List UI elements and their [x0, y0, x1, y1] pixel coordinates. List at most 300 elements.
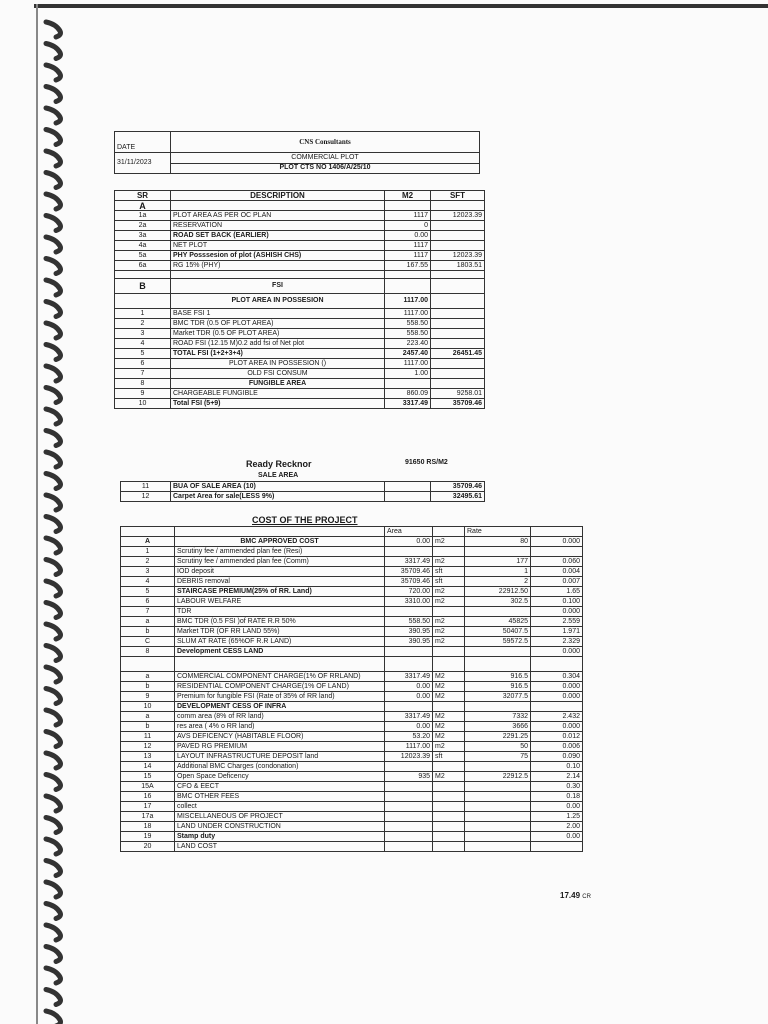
desc-cell: LAND COST — [175, 842, 385, 852]
spiral-ring — [46, 44, 61, 59]
sft-cell: 26451.45 — [431, 349, 485, 359]
cost-row — [121, 587, 583, 597]
cost-row — [121, 577, 583, 587]
sft-cell: 9258.01 — [431, 389, 485, 399]
desc-cell: BMC TDR (0.5 FSI )of RATE R.R 50% — [175, 617, 385, 627]
area-cell: 0.00 — [385, 692, 433, 702]
total-cell: 2.432 — [531, 712, 583, 722]
unit-cell — [433, 842, 465, 852]
total-cell: 1.971 — [531, 627, 583, 637]
sr-cell: 6 — [115, 359, 171, 369]
section-subtitle: PLOT AREA IN POSSESION — [171, 294, 385, 309]
rate-cell: 2 — [465, 577, 531, 587]
area-cell: 3317.49 — [385, 557, 433, 567]
rate-cell — [465, 832, 531, 842]
unit-cell — [433, 762, 465, 772]
empty-cell — [115, 271, 171, 279]
table-row — [115, 359, 485, 369]
sr-cell: b — [121, 682, 175, 692]
plot-cts: PLOT CTS NO 1406/A/25/10 — [171, 163, 480, 174]
section-b-subtitle-row — [115, 294, 485, 309]
m2-cell: 223.40 — [385, 339, 431, 349]
unit-cell: m2 — [433, 597, 465, 607]
empty-cell — [115, 294, 171, 309]
sr-cell: 15 — [121, 772, 175, 782]
total-cell: 0.00 — [531, 802, 583, 812]
value-cell: 35709.46 — [431, 482, 485, 492]
rate-cell — [465, 812, 531, 822]
desc-cell: collect — [175, 802, 385, 812]
unit-cell — [433, 822, 465, 832]
sr-cell: 1a — [115, 211, 171, 221]
desc-cell: CFO & EECT — [175, 782, 385, 792]
table-row — [115, 399, 485, 409]
area-cell — [385, 802, 433, 812]
spiral-ring — [46, 775, 61, 790]
desc-cell: AVS DEFICENCY (HABITABLE FLOOR) — [175, 732, 385, 742]
ready-reckner-label: Ready Recknor — [246, 459, 312, 469]
total-cell: 0.10 — [531, 762, 583, 772]
area-cell: 0.00 — [385, 682, 433, 692]
rate-cell: 7332 — [465, 712, 531, 722]
sr-cell: b — [121, 722, 175, 732]
spiral-ring — [46, 302, 61, 317]
sr-cell: 5 — [115, 349, 171, 359]
unit-cell: sft — [433, 577, 465, 587]
desc-cell: Scrutiny fee / ammended plan fee (Resi) — [175, 547, 385, 557]
table-row — [115, 319, 485, 329]
total-cell — [531, 657, 583, 672]
spiral-ring — [46, 990, 61, 1005]
spiral-ring — [46, 194, 61, 209]
area-cell: 558.50 — [385, 617, 433, 627]
sale-row — [121, 492, 485, 502]
spiral-ring — [46, 925, 61, 940]
spiral-ring — [46, 130, 61, 145]
table-row — [115, 309, 485, 319]
sft-cell: 12023.39 — [431, 211, 485, 221]
cost-row — [121, 732, 583, 742]
empty-cell — [431, 271, 485, 279]
spiral-ring — [46, 151, 61, 166]
sr-cell: 14 — [121, 762, 175, 772]
total-cell: 0.000 — [531, 647, 583, 657]
sft-cell: 1803.51 — [431, 261, 485, 271]
sr-cell: 4 — [121, 577, 175, 587]
sr-cell: 3a — [115, 231, 171, 241]
empty-cell — [431, 279, 485, 294]
sr-cell: 7 — [121, 607, 175, 617]
total-cell: 1.65 — [531, 587, 583, 597]
sr-cell: 2 — [115, 319, 171, 329]
total-cell: 0.304 — [531, 672, 583, 682]
spiral-ring — [46, 732, 61, 747]
table-row — [115, 339, 485, 349]
desc-cell: FUNGIBLE AREA — [171, 379, 385, 389]
sr-cell: 8 — [121, 647, 175, 657]
cost-row — [121, 752, 583, 762]
desc-cell: IOD deposit — [175, 567, 385, 577]
spiral-ring — [46, 646, 61, 661]
subtitle-value: 1117.00 — [385, 294, 431, 309]
column-header-row — [115, 191, 485, 201]
cost-row — [121, 712, 583, 722]
table-row — [115, 261, 485, 271]
desc-cell: ROAD FSI (12.15 M)0.2 add fsi of Net plot — [171, 339, 385, 349]
sft-cell — [431, 329, 485, 339]
desc-cell: RG 15% (PHY) — [171, 261, 385, 271]
unit-cell: m2 — [433, 557, 465, 567]
desc-cell: BMC OTHER FEES — [175, 792, 385, 802]
grand-total — [560, 891, 591, 900]
total-cell: 0.012 — [531, 732, 583, 742]
rate-cell — [465, 782, 531, 792]
rate-cell — [465, 802, 531, 812]
header-table — [114, 131, 480, 174]
desc-cell: Market TDR (OF RR LAND 55%) — [175, 627, 385, 637]
desc-cell: Scrutiny fee / ammended plan fee (Comm) — [175, 557, 385, 567]
sr-cell: 11 — [121, 482, 171, 492]
spiral-ring — [46, 1011, 61, 1024]
date-value: 31/11/2023 — [115, 153, 171, 174]
section-label: B — [115, 279, 171, 294]
unit-cell: M2 — [433, 692, 465, 702]
desc-cell: Development CESS LAND — [175, 647, 385, 657]
sft-cell: 12023.39 — [431, 251, 485, 261]
sr-cell: 3 — [115, 329, 171, 339]
spiral-ring — [46, 388, 61, 403]
cost-row — [121, 842, 583, 852]
desc-cell: TDR — [175, 607, 385, 617]
area-cell — [385, 782, 433, 792]
area-cell — [385, 547, 433, 557]
cost-table — [120, 526, 583, 852]
spiral-ring — [46, 216, 61, 231]
desc-cell — [175, 657, 385, 672]
m2-cell: 558.50 — [385, 329, 431, 339]
spiral-ring — [46, 280, 61, 295]
section-a-label-row — [115, 201, 485, 211]
sr-cell: C — [121, 637, 175, 647]
sr-cell: 6a — [115, 261, 171, 271]
unit-cell — [433, 657, 465, 672]
unit-cell: m2 — [433, 742, 465, 752]
spiral-ring — [46, 345, 61, 360]
rate-cell — [465, 702, 531, 712]
desc-cell: Stamp duty — [175, 832, 385, 842]
cost-row — [121, 762, 583, 772]
desc-cell: PLOT AREA IN POSSESION () — [171, 359, 385, 369]
spiral-binding — [0, 0, 72, 1024]
rate-cell: 22912.50 — [465, 587, 531, 597]
desc-cell: PAVED RG PREMIUM — [175, 742, 385, 752]
area-cell: 3317.49 — [385, 712, 433, 722]
table-row — [115, 231, 485, 241]
cost-row — [121, 792, 583, 802]
rate-cell: 32077.5 — [465, 692, 531, 702]
area-cell: 720.00 — [385, 587, 433, 597]
spiral-ring — [46, 882, 61, 897]
table-row — [115, 211, 485, 221]
sr-cell: b — [121, 627, 175, 637]
empty-cell — [431, 294, 485, 309]
table-row — [115, 329, 485, 339]
sr-cell: a — [121, 617, 175, 627]
sr-cell: 13 — [121, 752, 175, 762]
spiral-ring — [46, 839, 61, 854]
cost-heading-row — [121, 537, 583, 547]
cost-row — [121, 742, 583, 752]
empty-cell — [433, 527, 465, 537]
m2-cell: 1117.00 — [385, 359, 431, 369]
sr-cell: 5 — [121, 587, 175, 597]
empty-cell — [385, 271, 431, 279]
sft-cell: 35709.46 — [431, 399, 485, 409]
area-cell: 390.95 — [385, 637, 433, 647]
unit-cell: sft — [433, 752, 465, 762]
sft-cell — [431, 359, 485, 369]
empty-cell — [121, 527, 175, 537]
area-cell — [385, 832, 433, 842]
spiral-ring — [46, 87, 61, 102]
total-cell: 2.559 — [531, 617, 583, 627]
desc-cell: LAYOUT INFRASTRUCTURE DEPOSIT land — [175, 752, 385, 762]
rate-cell: 80 — [465, 537, 531, 547]
sr-cell: 19 — [121, 832, 175, 842]
unit-cell: M2 — [433, 682, 465, 692]
total-cell: 0.007 — [531, 577, 583, 587]
sr-cell: 3 — [121, 567, 175, 577]
empty-cell — [385, 482, 431, 492]
cost-row — [121, 637, 583, 647]
sr-cell: 18 — [121, 822, 175, 832]
spiral-ring — [46, 517, 61, 532]
spiral-ring — [46, 753, 61, 768]
unit-cell — [433, 647, 465, 657]
sr-cell: 12 — [121, 742, 175, 752]
desc-cell: DEBRIS removal — [175, 577, 385, 587]
empty-cell — [431, 201, 485, 211]
rate-cell: 2291.25 — [465, 732, 531, 742]
area-cell: 35709.46 — [385, 577, 433, 587]
rate-cell — [465, 647, 531, 657]
column-header: SR — [115, 191, 171, 201]
unit-cell: M2 — [433, 672, 465, 682]
area-cell: 3310.00 — [385, 597, 433, 607]
rate-cell: 45825 — [465, 617, 531, 627]
cost-row — [121, 557, 583, 567]
desc-cell: BUA OF SALE AREA (10) — [171, 482, 385, 492]
area-cell: 935 — [385, 772, 433, 782]
spiral-ring — [46, 904, 61, 919]
grand-total-value: 17.49 — [560, 891, 581, 900]
empty-cell — [171, 271, 385, 279]
spiral-ring — [46, 22, 61, 37]
sr-cell: 9 — [115, 389, 171, 399]
desc-cell: Additional BMC Charges (condonation) — [175, 762, 385, 772]
unit-cell — [433, 607, 465, 617]
column-header: DESCRIPTION — [171, 191, 385, 201]
area-cell — [385, 607, 433, 617]
sr-cell: 17a — [121, 812, 175, 822]
unit-cell: m2 — [433, 627, 465, 637]
rate-cell: 50407.5 — [465, 627, 531, 637]
desc-cell: MISCELLANEOUS OF PROJECT — [175, 812, 385, 822]
area-cell: 3317.49 — [385, 672, 433, 682]
m2-cell: 1117 — [385, 211, 431, 221]
cost-row — [121, 627, 583, 637]
spiral-ring — [46, 861, 61, 876]
desc-cell: CHARGEABLE FUNGIBLE — [171, 389, 385, 399]
spiral-ring — [46, 495, 61, 510]
sale-row — [121, 482, 485, 492]
sr-cell: 1 — [121, 547, 175, 557]
section-label: A — [115, 201, 171, 211]
total-cell: 0.30 — [531, 782, 583, 792]
total-cell: 0.000 — [531, 682, 583, 692]
cost-row — [121, 597, 583, 607]
spiral-ring — [46, 409, 61, 424]
empty-cell — [171, 201, 385, 211]
sale-area-label: SALE AREA — [258, 472, 299, 479]
spiral-ring — [46, 65, 61, 80]
sr-cell: 1 — [115, 309, 171, 319]
rate-cell — [465, 762, 531, 772]
spiral-ring — [46, 538, 61, 553]
desc-cell: RESERVATION — [171, 221, 385, 231]
total-cell — [531, 547, 583, 557]
plot-type: COMMERCIAL PLOT — [171, 153, 480, 164]
rate-cell: 3666 — [465, 722, 531, 732]
sft-cell — [431, 231, 485, 241]
m2-cell: 0 — [385, 221, 431, 231]
area-cell: 390.95 — [385, 627, 433, 637]
table-row — [115, 251, 485, 261]
desc-cell: Premium for fungible FSI (Rate of 35% of RR land) — [175, 692, 385, 702]
area-cell: 0.00 — [385, 722, 433, 732]
unit-cell: m2 — [433, 537, 465, 547]
cost-row — [121, 547, 583, 557]
total-cell: 0.18 — [531, 792, 583, 802]
rate-cell: 916.5 — [465, 682, 531, 692]
m2-cell: 2457.40 — [385, 349, 431, 359]
spiral-ring — [46, 237, 61, 252]
sr-cell — [121, 657, 175, 672]
total-cell: 2.00 — [531, 822, 583, 832]
cost-row — [121, 782, 583, 792]
spiral-ring — [46, 796, 61, 811]
cost-title: COST OF THE PROJECT — [252, 515, 358, 525]
sr-cell: 8 — [115, 379, 171, 389]
area-cell — [385, 657, 433, 672]
m2-cell: 0.00 — [385, 231, 431, 241]
sft-cell — [431, 241, 485, 251]
sft-cell — [431, 221, 485, 231]
m2-cell: 1.00 — [385, 369, 431, 379]
sr-cell: 2a — [115, 221, 171, 231]
spiral-ring — [46, 968, 61, 983]
m2-cell: 167.55 — [385, 261, 431, 271]
sr-cell: 11 — [121, 732, 175, 742]
total-cell: 0.000 — [531, 607, 583, 617]
total-cell — [531, 702, 583, 712]
desc-cell: comm area (8% of RR land) — [175, 712, 385, 722]
m2-cell: 558.50 — [385, 319, 431, 329]
rate-cell — [465, 842, 531, 852]
cost-row — [121, 812, 583, 822]
desc-cell: BMC TDR (0.5 OF PLOT AREA) — [171, 319, 385, 329]
desc-cell: Total FSI (5+9) — [171, 399, 385, 409]
sr-cell: 6 — [121, 597, 175, 607]
unit-cell — [433, 802, 465, 812]
cost-row — [121, 832, 583, 842]
total-cell: 0.060 — [531, 557, 583, 567]
sr-cell: 16 — [121, 792, 175, 802]
rate-cell — [465, 792, 531, 802]
sale-area-table — [120, 481, 485, 502]
sr-cell: 12 — [121, 492, 171, 502]
area-cell — [385, 812, 433, 822]
area-cell — [385, 792, 433, 802]
cost-row — [121, 772, 583, 782]
m2-cell: 860.09 — [385, 389, 431, 399]
sft-cell — [431, 369, 485, 379]
empty-cell — [385, 492, 431, 502]
sft-cell — [431, 379, 485, 389]
spiral-ring — [46, 474, 61, 489]
spiral-ring — [46, 452, 61, 467]
unit-cell: m2 — [433, 637, 465, 647]
table-row — [115, 369, 485, 379]
cost-row — [121, 692, 583, 702]
sr-cell: 7 — [115, 369, 171, 379]
unit-cell: M2 — [433, 712, 465, 722]
spiral-ring — [46, 710, 61, 725]
area-cell: 12023.39 — [385, 752, 433, 762]
rate-cell: 1 — [465, 567, 531, 577]
sr-cell: 9 — [121, 692, 175, 702]
rate-cell: 916.5 — [465, 672, 531, 682]
spiral-ring — [46, 560, 61, 575]
grand-total-unit: CR — [582, 894, 591, 900]
desc-cell: SLUM AT RATE (65%OF R.R LAND) — [175, 637, 385, 647]
section-title: FSI — [171, 279, 385, 294]
unit-cell: m2 — [433, 617, 465, 627]
sr-cell: 4a — [115, 241, 171, 251]
cost-row — [121, 567, 583, 577]
area-cell: 0.00 — [385, 537, 433, 547]
unit-cell — [433, 547, 465, 557]
desc-cell: TOTAL FSI (1+2+3+4) — [171, 349, 385, 359]
spiral-ring — [46, 667, 61, 682]
total-cell: 2.329 — [531, 637, 583, 647]
area-cell — [385, 842, 433, 852]
spiral-ring — [46, 366, 61, 381]
sr-cell: 10 — [115, 399, 171, 409]
area-fsi-table — [114, 190, 485, 409]
sr-cell: 17 — [121, 802, 175, 812]
cost-row — [121, 822, 583, 832]
col-rate-header: Rate — [465, 527, 531, 537]
cost-row — [121, 617, 583, 627]
area-cell: 35709.46 — [385, 567, 433, 577]
spiral-ring — [46, 624, 61, 639]
unit-cell — [433, 832, 465, 842]
sr-cell: 10 — [121, 702, 175, 712]
cost-row — [121, 647, 583, 657]
desc-cell: STAIRCASE PREMIUM(25% of RR. Land) — [175, 587, 385, 597]
rate-cell — [465, 547, 531, 557]
